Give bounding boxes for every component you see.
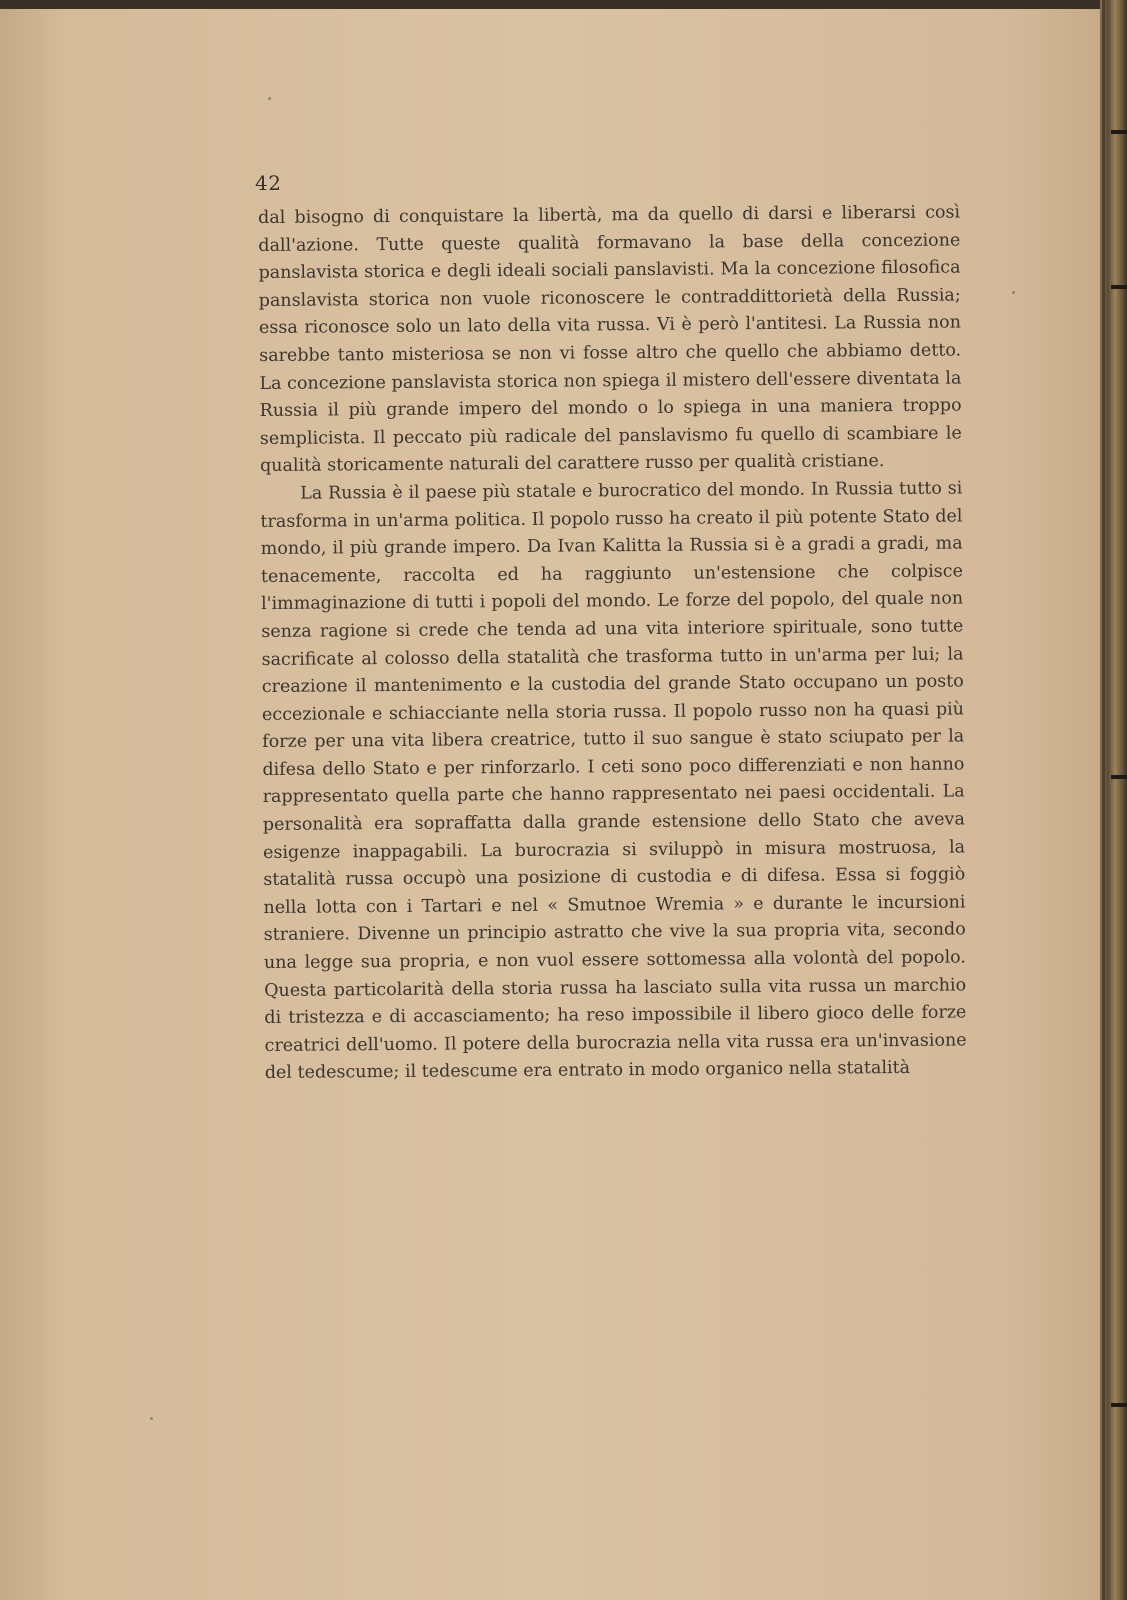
paper-speck	[268, 97, 271, 100]
edge-mark	[1111, 1403, 1127, 1407]
paragraph-2: La Russia è il paese più statale e burocratico del mondo. In Russia tutto si trasforma in un'arma politica. Il popolo russo ha creato il più potente Stato del mondo, il più grande impero. Da Ivan Kalitta la Russia si è a gradi a gradi, ma tenacemente, raccolta ed ha raggiunto un'estensione che colpisce l'immaginazione di tutti i popoli del mondo. Le forze del popolo, del quale non senza ragione si crede che tenda ad una vita interiore spirituale, sono tutte sacrificate al colosso della statalità che trasforma tutto in un'arma per lui; la creazione il mantenimento e la custodia del grande Stato occupano un posto eccezionale e schiacciante nella storia russa. Il popolo russo non ha quasi più forze per una vita libera creatrice, tutto il suo sangue è stato sciupato per la difesa dello Stato e per rinforzarlo. I ceti sono poco differenziati e non hanno rappresentato quella parte che hanno rappresentato nei paesi occidentali. La personalità era sopraffatta dalla grande estensione dello Stato che aveva esigenze inappagabili. La burocrazia si sviluppò in misura mostruosa, la statalità russa occupò una posizione di custodia e di difesa. Essa si foggiò nella lotta con i Tartari e nel « Smutnoe Wremia » e durante le incursioni straniere. Divenne un principio astratto che vive la sua propria vita, secondo una legge sua propria, e non vuol essere sottomessa alla volontà del popolo. Questa particolarità della storia russa ha lasciato sulla vita russa un marchio di tristezza e di accasciamento; ha reso impossibile il libero gioco delle forze creatrici dell'uomo. Il potere della burocrazia nella vita russa era un'invasione del tedescume; il tedescume era entrato in modo organico nella statalità	[260, 478, 967, 1084]
edge-mark	[1111, 130, 1127, 134]
paper-speck	[1012, 291, 1015, 294]
paragraph-1: dal bisogno di conquistare la libertà, ma da quello di darsi e liberarsi così dall'azione. Tutte queste qualità formavano la base della concezione panslavista storica e degli ideali sociali panslavisti. Ma la concezione filosofica panslavista storica non vuole riconoscere le contraddittorietà della Russia; essa riconosce solo un lato della vita russa. Vi è però l'antitesi. La Russia non sarebbe tanto misteriosa se non vi fosse altro che quello che abbiamo detto. La concezione panslavista storica non spiega il mistero dell'essere diventata la Russia il più grande impero del mondo o lo spiega in una maniera troppo semplicista. Il peccato più radicale del panslavismo fu quello di scambiare le qualità storicamente naturali del carattere russo per qualità cristiane.	[258, 202, 962, 477]
paper-speck	[150, 1417, 153, 1420]
edge-mark	[1111, 775, 1127, 779]
scan-top-edge	[0, 0, 1127, 9]
page-number: 42	[255, 171, 282, 195]
book-edge-shadow	[1102, 0, 1105, 1600]
body-text	[258, 199, 967, 1087]
edge-mark	[1111, 285, 1127, 289]
